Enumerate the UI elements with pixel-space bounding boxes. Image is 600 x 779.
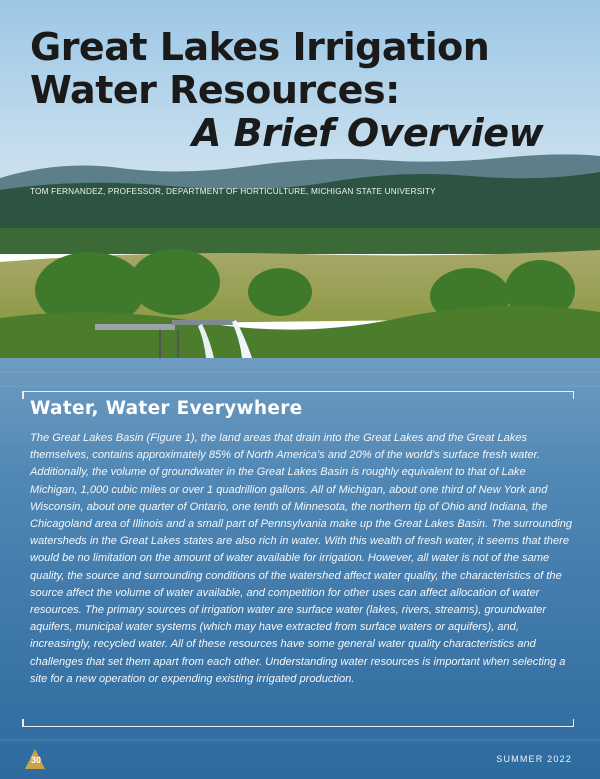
title-line-1: Great Lakes Irrigation: [30, 25, 490, 69]
article-title: [30, 26, 543, 155]
page-number: 30: [31, 755, 42, 765]
body-paragraph: The Great Lakes Basin (Figure 1), the land areas that drain into the Great Lakes and the Great Lakes themselves, contains approximately 85% of North America’s and 20% of the world’s surface fresh water. Additionally, the volume of groundwater in the Great Lakes Basin is roughly equivalent to that of Lake Michigan, 1,000 cubic miles or over 1 quadrillion gallons. All of Michigan, about one third of New York and Wisconsin, about one quarter of Ontario, one tenth of Minnesota, the northern tip of Ohio and Indiana, the Chicagoland area of Illinois and a small part of Pennsylvania make up the Great Lakes Basin. The surrounding watersheds in the Great Lakes states are also rich in water. With this wealth of fresh water, it seems that there would be no limitation on the amount of water available for irrigation. However, all water is not of the same quality, the source and surrounding conditions of the watershed affect water quality, the characteristics of the source affect the volume of water available, and competition for other uses can affect allocation of water resources. The primary sources of irrigation water are surface water (lakes, rivers, streams), groundwater aquifers, municipal water systems (which may have extracted from surface waters or aquifers), and, increasingly, recycled water. All of these resources have some general water quality characteristics and challenges that set them apart from each other. Understanding water resources is important when selecting a site for a new operation or expending existing irrigated production.: [30, 432, 573, 685]
author-byline: TOM FERNANDEZ, PROFESSOR, DEPARTMENT OF HORTICULTURE, MICHIGAN STATE UNIVERSITY: [30, 187, 436, 196]
title-line-3: A Brief Overview: [192, 111, 544, 155]
tree-band: [0, 228, 600, 254]
section-heading: Water, Water Everywhere: [30, 398, 303, 419]
title-line-2: Water Resources:: [30, 68, 400, 112]
issue-label: SUMMER 2022: [496, 754, 572, 764]
